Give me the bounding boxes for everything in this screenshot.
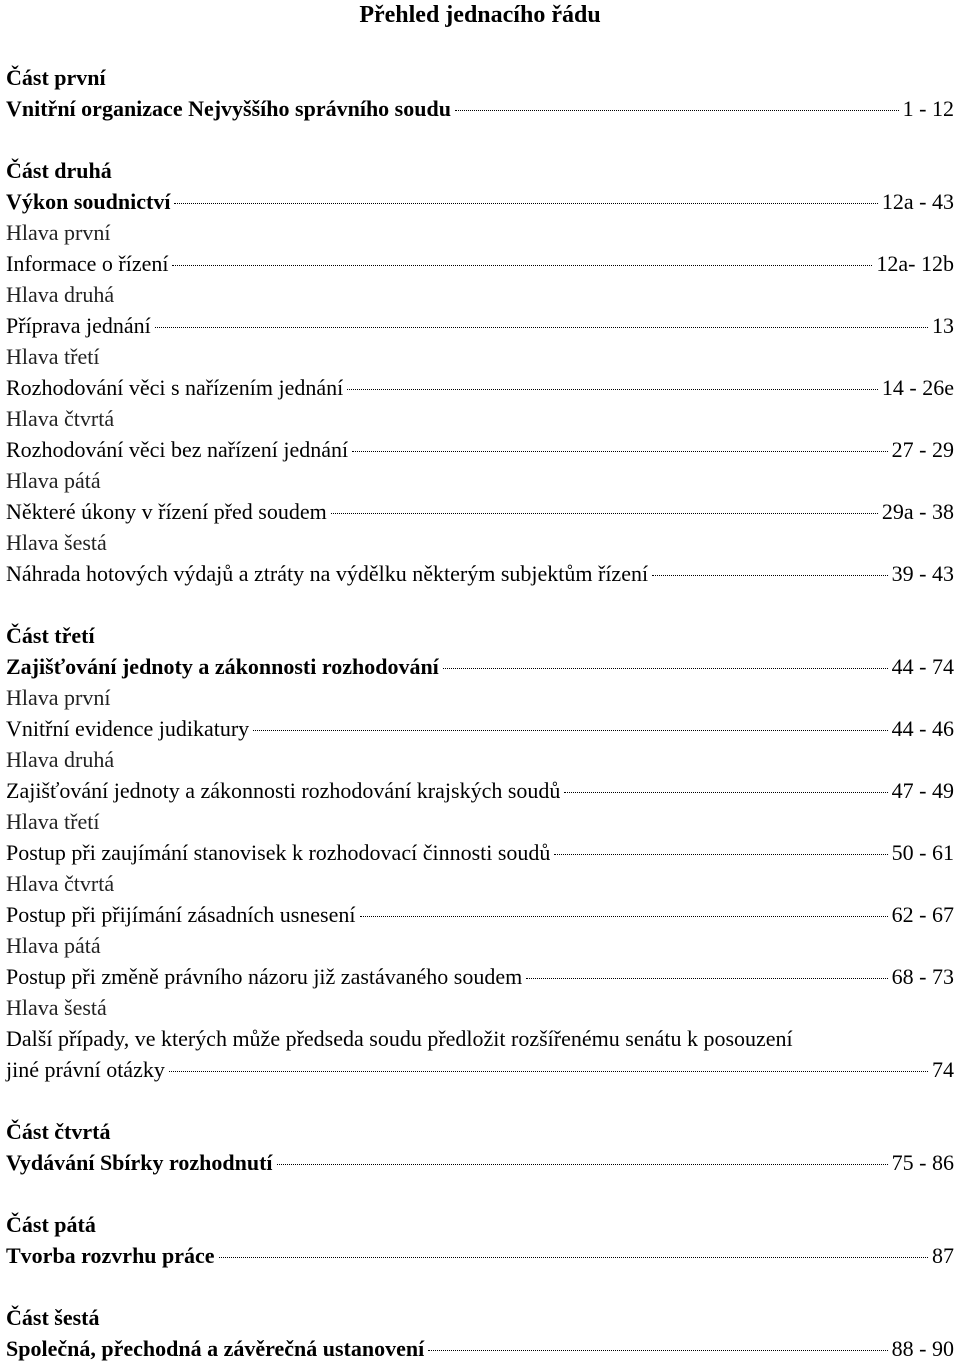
head-label: Hlava čtvrtá	[6, 406, 115, 431]
dot-leader	[352, 451, 888, 452]
dot-leader	[169, 1071, 928, 1072]
dot-leader	[428, 1350, 887, 1351]
entry-title: Vydávání Sbírky rozhodnutí	[6, 1150, 273, 1175]
dot-leader	[526, 978, 887, 979]
head-label: Hlava druhá	[6, 282, 115, 307]
head-entry	[6, 713, 954, 744]
head-label: Hlava třetí	[6, 344, 100, 369]
dot-leader	[347, 389, 878, 390]
entry-pages: 14 - 26e	[881, 375, 954, 400]
head-entry	[6, 434, 954, 465]
entry-pages: 27 - 29	[891, 437, 954, 462]
part-6	[0, 1302, 960, 1364]
entry-title: Postup při přijímání zásadních usnesení	[6, 902, 356, 927]
head-entry	[6, 1023, 954, 1085]
entry-title: Některé úkony v řízení před soudem	[6, 499, 327, 524]
head-label: Hlava čtvrtá	[6, 871, 115, 896]
part-entry	[6, 186, 954, 217]
entry-title-line2: jiné právní otázky	[6, 1057, 165, 1082]
entry-title: Postup při zaujímání stanovisek k rozhodovací činnosti soudů	[6, 840, 551, 865]
entry-title: Informace o řízení	[6, 251, 169, 276]
entry-title-line1: Další případy, ve kterých může předseda soudu předložit rozšířenému senátu k posouzení	[6, 1026, 793, 1051]
entry-title: Zajišťování jednoty a zákonnosti rozhodování krajských soudů	[6, 778, 561, 803]
part-2	[0, 155, 960, 589]
head-entry	[6, 899, 954, 930]
entry-pages: 12a - 43	[881, 189, 954, 214]
entry-pages: 68 - 73	[891, 964, 954, 989]
entry-pages: 75 - 86	[891, 1150, 954, 1175]
entry-pages: 13	[932, 313, 954, 338]
part-label: Část první	[6, 65, 106, 90]
entry-pages: 44 - 74	[891, 654, 954, 679]
dot-leader	[360, 916, 888, 917]
entry-title: Rozhodování věci bez nařízení jednání	[6, 437, 349, 462]
entry-pages: 62 - 67	[891, 902, 954, 927]
head-label: Hlava pátá	[6, 933, 101, 958]
part-label: Část šestá	[6, 1305, 100, 1330]
part-3	[0, 620, 960, 1085]
head-entry	[6, 310, 954, 341]
entry-title: Společná, přechodná a závěrečná ustanovení	[6, 1336, 425, 1361]
entry-pages: 87	[932, 1243, 954, 1268]
head-entry	[6, 372, 954, 403]
head-entry	[6, 837, 954, 868]
part-label: Část druhá	[6, 158, 112, 183]
page-title: Přehled jednacího řádu	[359, 2, 601, 28]
part-label: Část čtvrtá	[6, 1119, 111, 1144]
entry-title: Tvorba rozvrhu práce	[6, 1243, 215, 1268]
dot-leader	[455, 110, 899, 111]
part-entry	[6, 651, 954, 682]
head-label: Hlava první	[6, 685, 111, 710]
entry-pages: 50 - 61	[891, 840, 954, 865]
dot-leader	[277, 1164, 888, 1165]
part-entry	[6, 1333, 954, 1364]
entry-pages: 88 - 90	[891, 1336, 954, 1361]
part-5	[0, 1209, 960, 1271]
dot-leader	[253, 730, 888, 731]
entry-title: Příprava jednání	[6, 313, 151, 338]
part-entry	[6, 1147, 954, 1178]
dot-leader	[172, 265, 872, 266]
head-entry	[6, 558, 954, 589]
entry-pages: 39 - 43	[891, 561, 954, 586]
entry-pages: 44 - 46	[891, 716, 954, 741]
entry-title: Náhrada hotových výdajů a ztráty na výdělku některým subjektům řízení	[6, 561, 649, 586]
head-entry	[6, 496, 954, 527]
dot-leader	[564, 792, 887, 793]
part-entry	[6, 93, 954, 124]
head-label: Hlava šestá	[6, 995, 107, 1020]
part-label: Část pátá	[6, 1212, 96, 1237]
part-4	[0, 1116, 960, 1178]
dot-leader	[554, 854, 887, 855]
part-label: Část třetí	[6, 623, 95, 648]
dot-leader	[219, 1257, 928, 1258]
part-1	[0, 62, 960, 124]
head-label: Hlava třetí	[6, 809, 100, 834]
dot-leader	[443, 668, 888, 669]
dot-leader	[652, 575, 888, 576]
entry-pages: 47 - 49	[891, 778, 954, 803]
entry-title: Vnitřní organizace Nejvyššího správního soudu	[6, 96, 451, 121]
entry-title-line2-row	[6, 1054, 954, 1085]
entry-pages: 29a - 38	[881, 499, 954, 524]
head-label: Hlava druhá	[6, 747, 115, 772]
head-entry	[6, 961, 954, 992]
head-entry	[6, 248, 954, 279]
entry-pages: 12a- 12b	[876, 251, 954, 276]
head-entry	[6, 775, 954, 806]
head-label: Hlava pátá	[6, 468, 101, 493]
entry-title: Postup při změně právního názoru již zastávaného soudem	[6, 964, 523, 989]
head-label: Hlava šestá	[6, 530, 107, 555]
entry-title: Vnitřní evidence judikatury	[6, 716, 250, 741]
entry-title: Výkon soudnictví	[6, 189, 171, 214]
dot-leader	[331, 513, 878, 514]
head-label: Hlava první	[6, 220, 111, 245]
entry-pages: 74	[932, 1057, 954, 1082]
entry-title: Rozhodování věci s nařízením jednání	[6, 375, 344, 400]
dot-leader	[174, 203, 877, 204]
entry-pages: 1 - 12	[902, 96, 954, 121]
entry-title: Zajišťování jednoty a zákonnosti rozhodování	[6, 654, 439, 679]
dot-leader	[155, 327, 928, 328]
part-entry	[6, 1240, 954, 1271]
